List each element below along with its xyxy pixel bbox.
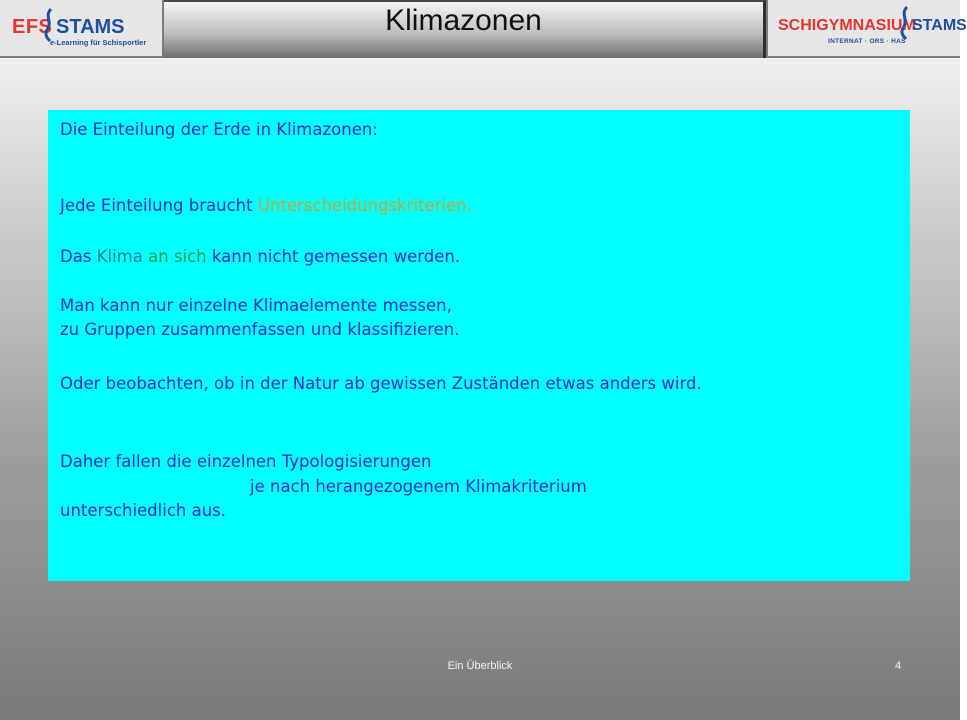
criterion-sentence: je nach herangezogenem Klimakriterium — [250, 477, 587, 496]
group-sentence: zu Gruppen zusammenfassen und klassifizieren. — [60, 320, 460, 339]
intro-heading: Die Einteilung der Erde in Klimazonen: — [60, 120, 378, 139]
content-box — [48, 110, 910, 581]
criteria-prefix: Jede Einteilung braucht — [60, 196, 258, 215]
criteria-highlight: Unterscheidungskriterien. — [257, 196, 472, 215]
climate-prefix: Das — [60, 247, 97, 266]
criteria-sentence — [60, 196, 472, 215]
title-bar — [164, 0, 766, 58]
logo-schigymnasium-text: SCHIGYMNASIUM — [778, 17, 916, 34]
logo-tagline: e-Learning für Schisportler — [50, 38, 147, 47]
result-sentence: unterschiedlich aus. — [60, 501, 227, 520]
logo-efs-text: EFS — [12, 16, 53, 38]
typology-sentence: Daher fallen die einzelnen Typologisierungen — [60, 452, 432, 471]
schigymnasium-stams-logo — [766, 0, 967, 58]
climate-sentence — [60, 247, 460, 266]
climate-word: Klima — [96, 247, 143, 266]
swoosh-icon — [44, 8, 54, 42]
observe-sentence: Oder beobachten, ob in der Natur ab gewissen Zuständen etwas anders wird. — [60, 374, 702, 393]
footer-label: Ein Überblick — [447, 660, 513, 672]
swoosh-icon — [900, 6, 910, 40]
efs-stams-logo — [0, 0, 164, 58]
page-number: 4 — [895, 660, 902, 672]
climate-suffix: kann nicht gemessen werden. — [206, 247, 461, 266]
logo-subline: INTERNAT · ORS · HAS — [828, 38, 906, 45]
header — [0, 0, 967, 58]
logo-stams-text: STAMS — [912, 17, 967, 34]
logo-stams-text: STAMS — [56, 16, 125, 38]
an-sich-word: an sich — [148, 247, 207, 266]
measure-sentence: Man kann nur einzelne Klimaelemente messen, — [60, 296, 452, 315]
slide-title: Klimazonen — [385, 4, 542, 37]
